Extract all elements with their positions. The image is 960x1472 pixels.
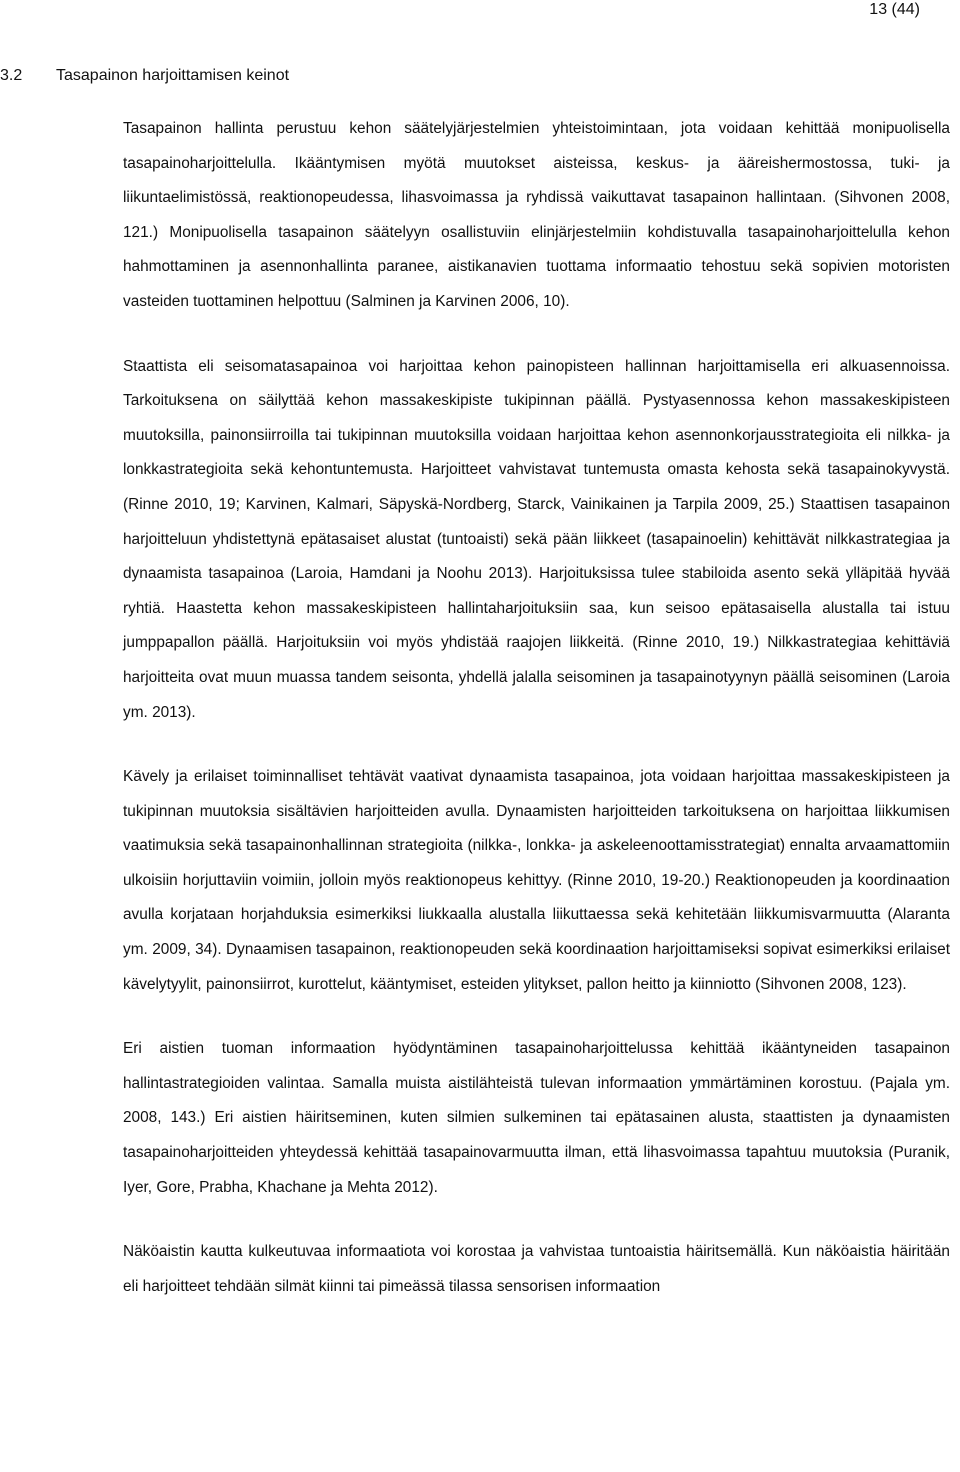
section-heading [0, 66, 289, 86]
page-number: 13 (44) [869, 1, 920, 18]
paragraph-dynamic-balance: Kävely ja erilaiset toiminnalliset tehtävät vaativat dynaamista tasapainoa, jota voidaan harjoittaa massakeskipisteen ja tukipinnan muutoksia sisältävien harjoitteiden avulla. Dynaamisten harjoitteiden tarkoituksena on harjoittaa liikkumisen vaatimuksia sekä tasapainonhallinnan strategioita (nilkka-, lonkka- ja askeleenoottamisstrategiat) ennalta arvaamattomiin ulkoisiin horjuttaviin voimiin, jolloin myös reaktionopeus kehittyy. (Rinne 2010, 19-20.) Reaktionopeuden ja koordinaation avulla korjataan horjahduksia esimerkiksi liukkaalla alustalla liikuttaessa sekä kehitetään liikkumisvarmuutta (Alaranta ym. 2009, 34). Dynaamisen tasapainon, reaktionopeuden sekä koordinaation harjoittamiseksi sopivat esimerkiksi erilaiset kävelytyylit, painonsiirrot, kurottelut, kääntymiset, esteiden ylitykset, pallon heitto ja kiinniotto (Sihvonen 2008, 123). [123, 768, 950, 993]
paragraph-balance-control: Tasapainon hallinta perustuu kehon säätelyjärjestelmien yhteistoimintaan, jota voidaan kehittää monipuolisella tasapainoharjoittelulla. Ikääntymisen myötä muutokset aisteissa, keskus- ja ääreishermostossa, tuki- ja liikuntaelimistössä, reaktionopeudessa, lihasvoimassa ja ryhdissä vaikuttavat tasapainon hallintaan. (Sihvonen 2008, 121.) Monipuolisella tasapainon säätelyyn osallistuviin elinjärjestelmiin kohdistuvalla tasapainoharjoittelulla kehon hahmottaminen ja asennonhallinta paranee, aistikanavien tuottama informaatio tehostuu sekä sopivien motoristen vasteiden tuottaminen helpottuu (Salminen ja Karvinen 2006, 10). [123, 120, 950, 310]
paragraph-visual-sense: Näköaistin kautta kulkeutuvaa informaatiota voi korostaa ja vahvistaa tuntoaistia häiritsemällä. Kun näköaistia häiritään eli harjoitteet tehdään silmät kiinni tai pimeässä tilassa sensorisen informaation [123, 1243, 950, 1295]
paragraph-sensory-information: Eri aistien tuoman informaation hyödyntäminen tasapainoharjoittelussa kehittää ikääntyneiden tasapainon hallintastrategioiden valintaa. Samalla muista aistilähteistä tulevan informaation ymmärtäminen korostuu. (Pajala ym. 2008, 143.) Eri aistien häiritseminen, kuten silmien sulkeminen tai epätasainen alusta, staattisten ja dynaamisten tasapainoharjoitteiden yhteydessä kehittää tasapainovarmuutta ilman, että lihasvoimassa tapahtuu muutoksia (Puranik, Iyer, Gore, Prabha, Khachane ja Mehta 2012). [123, 1040, 950, 1196]
body-text [123, 112, 950, 1334]
paragraph-static-balance: Staattista eli seisomatasapainoa voi harjoittaa kehon painopisteen hallinnan harjoittamisella eri alkuasennoissa. Tarkoituksena on säilyttää kehon massakeskipiste tukipinnan päällä. Pystyasennossa kehon massakeskipisteen muutoksilla, painonsiirroilla tai tukipinnan muutoksilla voidaan harjoittaa kehon asennonkorjausstrategioita eli nilkka- ja lonkkastrategioita sekä kehontuntemusta. Harjoitteet vahvistavat tuntemusta omasta kehosta sekä tasapainokyvystä. (Rinne 2010, 19; Karvinen, Kalmari, Säpyskä-Nordberg, Starck, Vainikainen ja Tarpila 2009, 25.) Staattisen tasapainon harjoitteluun yhdistettynä epätasaiset alustat (tuntoaisti) sekä pään liikkeet (tasapainoelin) kehittävät nilkkastrategiaa ja dynaamista tasapainoa (Laroia, Hamdani ja Noohu 2013). Harjoituksissa tulee stabiloida asento sekä ylläpitää hyvää ryhtiä. Haastetta kehon massakeskipisteen hallintaharjoituksiin saa, kun seisoo epätasaisella alustalla tai istuu jumppapallon päällä. Harjoituksiin voi myös yhdistää raajojen liikkeitä. (Rinne 2010, 19.) Nilkkastrategiaa kehittäviä harjoitteita ovat muun muassa tandem seisonta, yhdellä jalalla seisominen ja tasapainotyynyn päällä seisominen (Laroia ym. 2013). [123, 357, 950, 721]
section-number: 3.2 [0, 67, 23, 84]
section-title: Tasapainon harjoittamisen keinot [56, 67, 290, 84]
